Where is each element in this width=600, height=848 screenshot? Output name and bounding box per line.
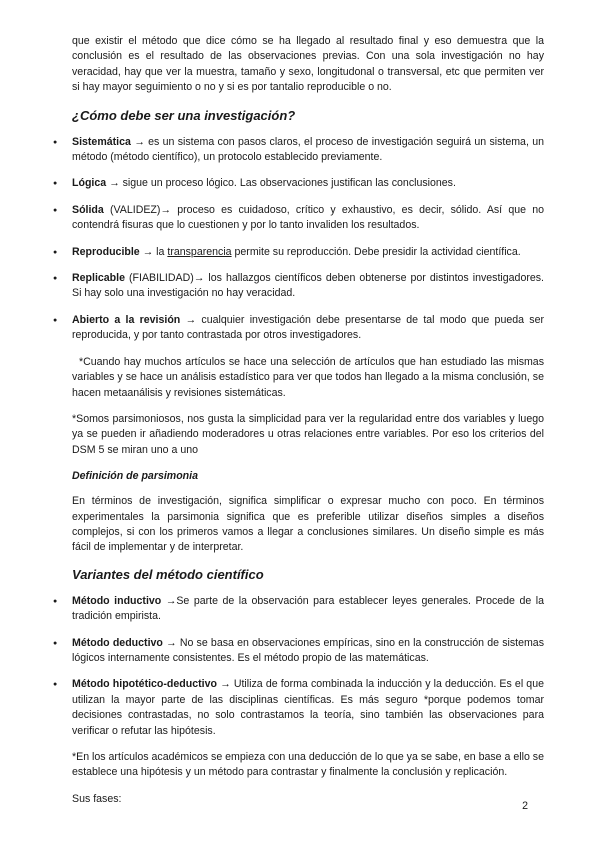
term: Sólida	[72, 203, 104, 216]
list-item: ● Replicable (FIABILIDAD)→ los hallazgos científicos deben obtenerse por distintos investigadores. Si hay solo una investigación no hay veracidad.	[72, 271, 544, 302]
document-page	[72, 34, 544, 807]
characteristics-list	[72, 135, 544, 344]
term: Replicable	[72, 272, 125, 285]
subsection-title-parsimonia: Definición de parsimonia	[72, 470, 198, 483]
methods-list	[72, 594, 544, 739]
term: Abierto a la revisión	[72, 313, 181, 326]
note-articulos: *En los artículos académicos se empieza con una deducción de lo que ya se sabe, en base a ello se establece una hipótesis y un método para contrastar y finalmente la conclusión y replicación.	[72, 751, 544, 779]
underlined-word: transparencia	[167, 245, 232, 258]
term: Método hipotético-deductivo	[72, 678, 217, 691]
section-title-como-debe-ser: ¿Cómo debe ser una investigación?	[72, 107, 296, 123]
list-item: ● Lógica → sigue un proceso lógico. Las observaciones justifican las conclusiones.	[72, 176, 544, 191]
page-number: 2	[522, 800, 528, 812]
list-item: ● Método hipotético-deductivo → Utiliza de forma combinada la inducción y la deducción. Es el que utilizan la mayor parte de las disciplinas científicas. Es más seguro *porque podemos tomar decisiones contrastadas, no solo contrastamos la teoría, sino también las observaciones para verificar o refutar las hipótesis.	[72, 677, 544, 739]
term: Sistemática	[72, 135, 131, 148]
section-title-variantes: Variantes del método científico	[72, 566, 264, 582]
phases-label: Sus fases:	[72, 792, 122, 805]
term: Método inductivo	[72, 594, 162, 607]
intro-paragraph: que existir el método que dice cómo se ha llegado al resultado final y eso demuestra que la conclusión es el resultado de las observaciones previas. Con una sola investigación no hay veracidad, hay que ver la muestra, tamaño y sexo, longitudonal o transversal, etc que permiten ver si hay mayor seguimiento o no y si es por tantalio reproducible o no.	[72, 35, 544, 94]
list-item: ● Reproducible → la transparencia permite su reproducción. Debe presidir la actividad científica.	[72, 245, 544, 260]
note-parsimonia: *Somos parsimoniosos, nos gusta la simplicidad para ver la regularidad entre dos variables y luego ya se pueden ir añadiendo moderadores u otras relaciones entre variables. Por eso los criterios del DSM 5 se miran uno a uno	[72, 412, 544, 456]
term: Reproducible	[72, 245, 140, 258]
parsimony-paragraph: En términos de investigación, significa simplificar o expresar mucho con poco. En términos experimentales la parsimonia significa que es preferible utilizar diseños simples a diseños complejos, si con los primeros vamos a llegar a conclusiones similares. Un diseño simple es más fácil de implementar y de interpretar.	[72, 495, 544, 554]
list-item: ● Sólida (VALIDEZ)→ proceso es cuidadoso, crítico y exhaustivo, es decir, sólido. Así que no contendrá fisuras que lo cuestionen y por lo tanto invaliden los resultados.	[72, 203, 544, 234]
list-item: ● Sistemática → es un sistema con pasos claros, el proceso de investigación seguirá un sistema, un método (método científico), un protocolo establecido previamente.	[72, 135, 544, 166]
list-item: ● Método deductivo → No se basa en observaciones empíricas, sino en la construcción de sistemas lógicos internamente consistentes. Es el método propio de las matemáticas.	[72, 636, 544, 667]
term: Método deductivo	[72, 636, 163, 649]
list-item: ● Método inductivo →Se parte de la observación para establecer leyes generales. Procede de la tradición empirista.	[72, 594, 544, 625]
list-item: ● Abierto a la revisión → cualquier investigación debe presentarse de tal modo que pueda ser reproducida, y por tanto contrastada por otros investigadores.	[72, 313, 544, 344]
term: Lógica	[72, 177, 107, 190]
note-metaanalisis: *Cuando hay muchos artículos se hace una selección de artículos que han estudiado las mismas variables y se hace un análisis estadístico para ver que todos han llegado a la misma conclusión, se hacen metaanálisis y revisiones sistemáticas.	[72, 355, 544, 399]
